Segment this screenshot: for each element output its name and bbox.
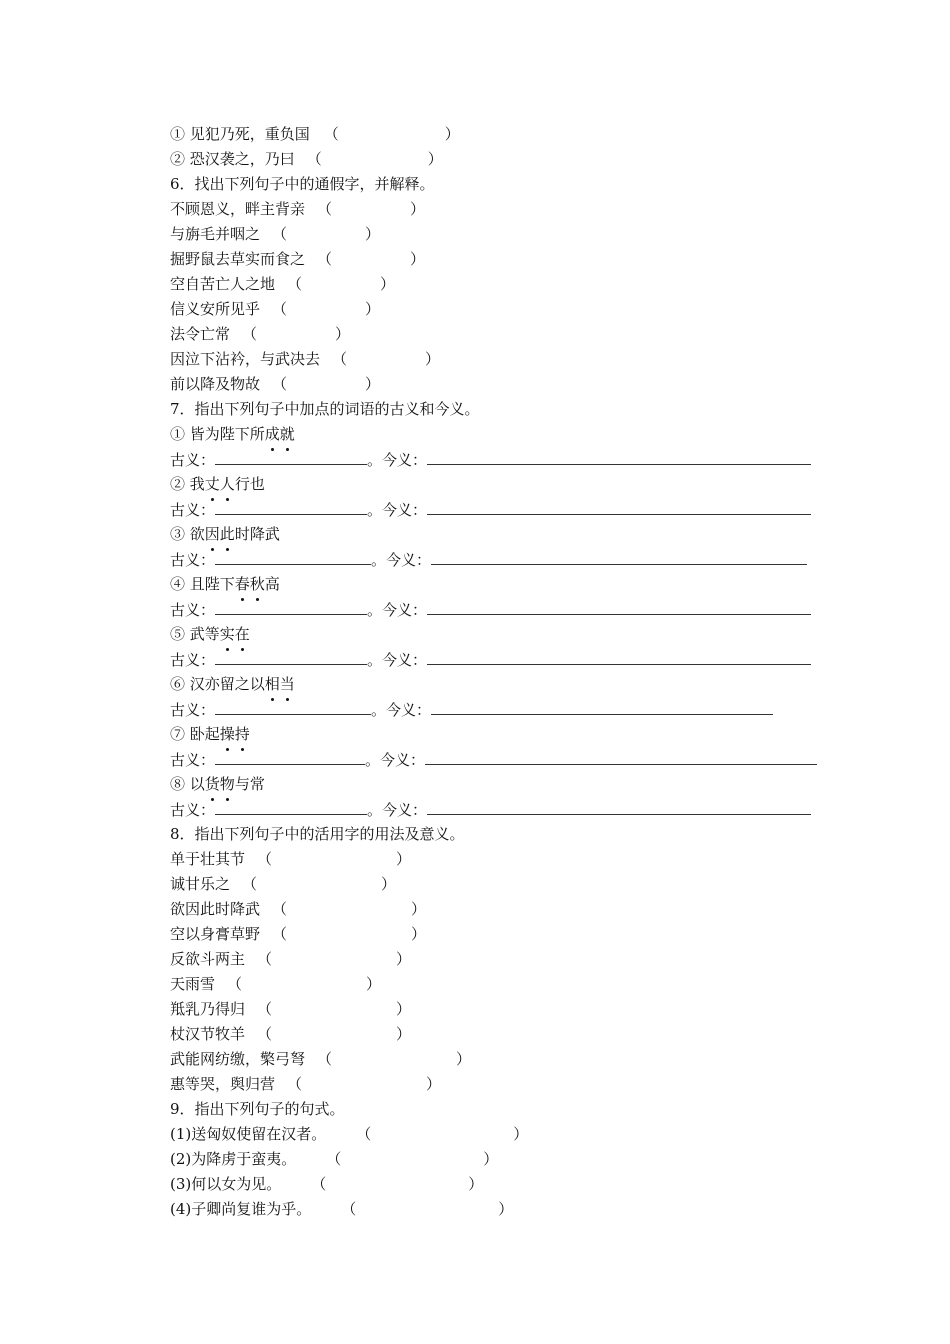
dotted-char: 春 [235,572,250,597]
dotted-char: 当 [280,672,295,697]
jin-blank[interactable] [427,497,811,515]
q6-item-1 [170,197,820,222]
q8-item-open: （ [242,875,258,893]
dotted-char: 人 [220,472,235,497]
gu-label: 古义： [170,651,216,669]
q8-item-close: ） [396,950,412,968]
q8-item-text: 欲因此时降武 [170,900,261,918]
q7-item-pre: ⑥ 汉亦留之以 [170,675,265,693]
gu-label: 古义： [170,751,216,769]
q8-item-text: 空以身膏草野 [170,925,261,943]
q6-item-open: （ [242,325,258,343]
q7-item-1 [170,422,820,447]
q8-heading: 8．指出下列句子中的活用字的用法及意义。 [170,825,465,843]
q8-item-2 [170,872,820,897]
q8-item-text: 惠等哭，舆归营 [170,1075,276,1093]
gu-label: 古义： [170,701,216,719]
jin-blank[interactable] [427,447,811,465]
q8-item-8 [170,1022,820,1047]
dotted-char: 持 [235,722,250,747]
q6-item-2 [170,222,820,247]
s5-item-2-open: （ [306,150,322,168]
q6-item-4 [170,272,820,297]
q6-item-7 [170,347,820,372]
q9-item-open: （ [356,1125,372,1143]
dotted-char: 操 [220,722,235,747]
q6-item-text: 掘野鼠去草实而食之 [170,250,306,268]
q8-item-open: （ [257,1000,273,1018]
q7-answer-8 [170,797,820,822]
q6-item-3 [170,247,820,272]
q8-item-close: ） [396,1025,412,1043]
q6-item-text: 信义安所见乎 [170,300,261,318]
gu-label: 古义： [170,801,216,819]
q7-item-3 [170,522,820,547]
q6-item-text: 与旃毛并咽之 [170,225,261,243]
jin-blank[interactable] [427,797,811,815]
q6-item-text: 前以降及物故 [170,375,261,393]
q8-item-close: ） [411,900,427,918]
s5-item-1-close: ） [444,125,460,143]
gu-blank[interactable] [215,547,371,565]
q9-item-3 [170,1172,820,1197]
q9-item-1 [170,1122,820,1147]
jin-label: 。今义： [367,501,428,519]
dotted-char: 在 [235,622,250,647]
dotted-char: 丈 [205,472,220,497]
s5-item-2-close: ） [427,150,443,168]
gu-label: 古义： [170,551,216,569]
q6-item-8 [170,372,820,397]
q8-item-close: ） [411,925,427,943]
q8-item-text: 羝乳乃得归 [170,1000,246,1018]
q7-answer-5 [170,647,820,672]
q7-item-8 [170,772,820,797]
q7-answer-4 [170,597,820,622]
dotted-char: 成 [265,422,280,447]
q6-item-close: ） [410,200,426,218]
jin-label: 。今义： [371,701,432,719]
q8-item-10 [170,1072,820,1097]
jin-blank[interactable] [431,697,773,715]
q7-item-pre: ④ 且陛下 [170,575,235,593]
q6-item-open: （ [272,225,288,243]
q7-item-7 [170,722,820,747]
dotted-char: 物 [220,772,235,797]
q8-item-5 [170,947,820,972]
q6-item-open: （ [332,350,348,368]
q6-item-open: （ [272,375,288,393]
q8-item-text: 单于壮其节 [170,850,246,868]
q9-item-text: (2)为降虏于蛮夷。 [170,1150,297,1168]
q8-item-1 [170,847,820,872]
q8-item-text: 反欲斗两主 [170,950,246,968]
q7-item-6 [170,672,820,697]
jin-label: 。今义： [371,551,432,569]
q9-item-close: ） [498,1200,514,1218]
q6-item-5 [170,297,820,322]
q8-item-text: 天雨雪 [170,975,216,993]
q6-item-6 [170,322,820,347]
q7-item-4 [170,572,820,597]
q7-item-pre: ② 我 [170,475,205,493]
dotted-char: 实 [220,622,235,647]
q9-item-text: (1)送匈奴使留在汉者。 [170,1125,327,1143]
q9-item-open: （ [326,1150,342,1168]
jin-label: 。今义： [365,751,426,769]
q6-item-open: （ [272,300,288,318]
q9-item-4 [170,1197,820,1222]
q9-item-close: ） [513,1125,529,1143]
q8-item-close: ） [381,875,397,893]
q7-item-pre: ① 皆为陛下所 [170,425,265,443]
q7-item-pre: ③ 欲 [170,525,205,543]
q7-item-5 [170,622,820,647]
gu-blank[interactable] [215,697,371,715]
s5-item-1 [170,122,820,147]
gu-blank[interactable] [215,647,367,665]
jin-label: 。今义： [367,801,428,819]
q9-item-close: ） [468,1175,484,1193]
q9-item-open: （ [341,1200,357,1218]
q8-item-4 [170,922,820,947]
q7-item-post: 高 [264,575,280,593]
q8-item-open: （ [287,1075,303,1093]
q6-item-text: 不顾恩义，畔主背亲 [170,200,306,218]
q8-item-close: ） [366,975,382,993]
q8-item-text: 杖汉节牧羊 [170,1025,246,1043]
q6-item-close: ） [365,225,381,243]
s5-item-1-text: ① 见犯乃死，重负国 [170,125,310,143]
gu-blank[interactable] [215,797,367,815]
q8-item-text: 武能网纺缴，檠弓弩 [170,1050,306,1068]
q7-item-post: 行也 [234,475,265,493]
q7-item-2 [170,472,820,497]
q6-item-close: ） [365,300,381,318]
q7-answer-7 [170,747,820,772]
q8-item-open: （ [257,1025,273,1043]
q6-item-open: （ [287,275,303,293]
gu-blank[interactable] [215,597,367,615]
q9-item-open: （ [311,1175,327,1193]
q6-item-close: ） [425,350,441,368]
q8-item-open: （ [317,1050,333,1068]
q8-item-7 [170,997,820,1022]
q6-item-close: ） [410,250,426,268]
q7-answer-1 [170,447,820,472]
q8-item-text: 诚甘乐之 [170,875,231,893]
q8-item-6 [170,972,820,997]
q7-answer-6 [170,697,820,722]
jin-blank[interactable] [431,547,807,565]
dotted-char: 秋 [250,572,265,597]
q8-item-open: （ [257,950,273,968]
q7-answer-3 [170,547,820,572]
q8-item-9 [170,1047,820,1072]
q7-heading: 7．指出下列句子中加点的词语的古义和今义。 [170,400,480,418]
q6-item-close: ） [365,375,381,393]
q9-item-close: ） [483,1150,499,1168]
q6-item-open: （ [317,250,333,268]
q8-item-open: （ [257,850,273,868]
q7-item-post: 时降武 [234,525,280,543]
gu-label: 古义： [170,501,216,519]
dotted-char: 因 [205,522,220,547]
q8-item-open: （ [272,925,288,943]
s5-item-1-open: （ [323,125,339,143]
jin-label: 。今义： [367,651,428,669]
dotted-char: 相 [265,672,280,697]
q9-item-text: (4)子卿尚复谁为乎。 [170,1200,312,1218]
worksheet-page [170,122,820,1222]
dotted-char: 此 [220,522,235,547]
q6-item-close: ） [380,275,396,293]
gu-blank[interactable] [215,747,365,765]
jin-blank[interactable] [427,647,811,665]
q9-item-text: (3)何以女为见。 [170,1175,282,1193]
q7-item-post: 与常 [234,775,265,793]
dotted-char: 货 [205,772,220,797]
q9-heading: 9．指出下列句子的句式。 [170,1100,345,1118]
q8-item-close: ） [426,1075,442,1093]
q6-item-open: （ [317,200,333,218]
gu-blank[interactable] [215,447,367,465]
s5-item-2-text: ② 恐汉袭之，乃曰 [170,150,295,168]
q9-item-2 [170,1147,820,1172]
q6-item-text: 空自苦亡人之地 [170,275,276,293]
q8-item-close: ） [396,850,412,868]
dotted-char: 就 [280,422,295,447]
q8-item-open: （ [227,975,243,993]
gu-blank[interactable] [215,497,367,515]
q8-item-open: （ [272,900,288,918]
q8-item-close: ） [396,1000,412,1018]
q6-item-text: 因泣下沾衿，与武决去 [170,350,321,368]
jin-blank[interactable] [425,747,817,765]
q8-item-3 [170,897,820,922]
q7-item-pre: ⑦ 卧起 [170,725,220,743]
gu-label: 古义： [170,451,216,469]
q6-heading: 6．找出下列句子中的通假字，并解释。 [170,175,435,193]
jin-blank[interactable] [427,597,811,615]
q7-answer-2 [170,497,820,522]
q6-item-text: 法令亡常 [170,325,231,343]
q7-item-pre: ⑧ 以 [170,775,205,793]
s5-item-2 [170,147,820,172]
jin-label: 。今义： [367,601,428,619]
gu-label: 古义： [170,601,216,619]
q8-item-close: ） [456,1050,472,1068]
jin-label: 。今义： [367,451,428,469]
q6-item-close: ） [335,325,351,343]
q7-item-pre: ⑤ 武等 [170,625,220,643]
